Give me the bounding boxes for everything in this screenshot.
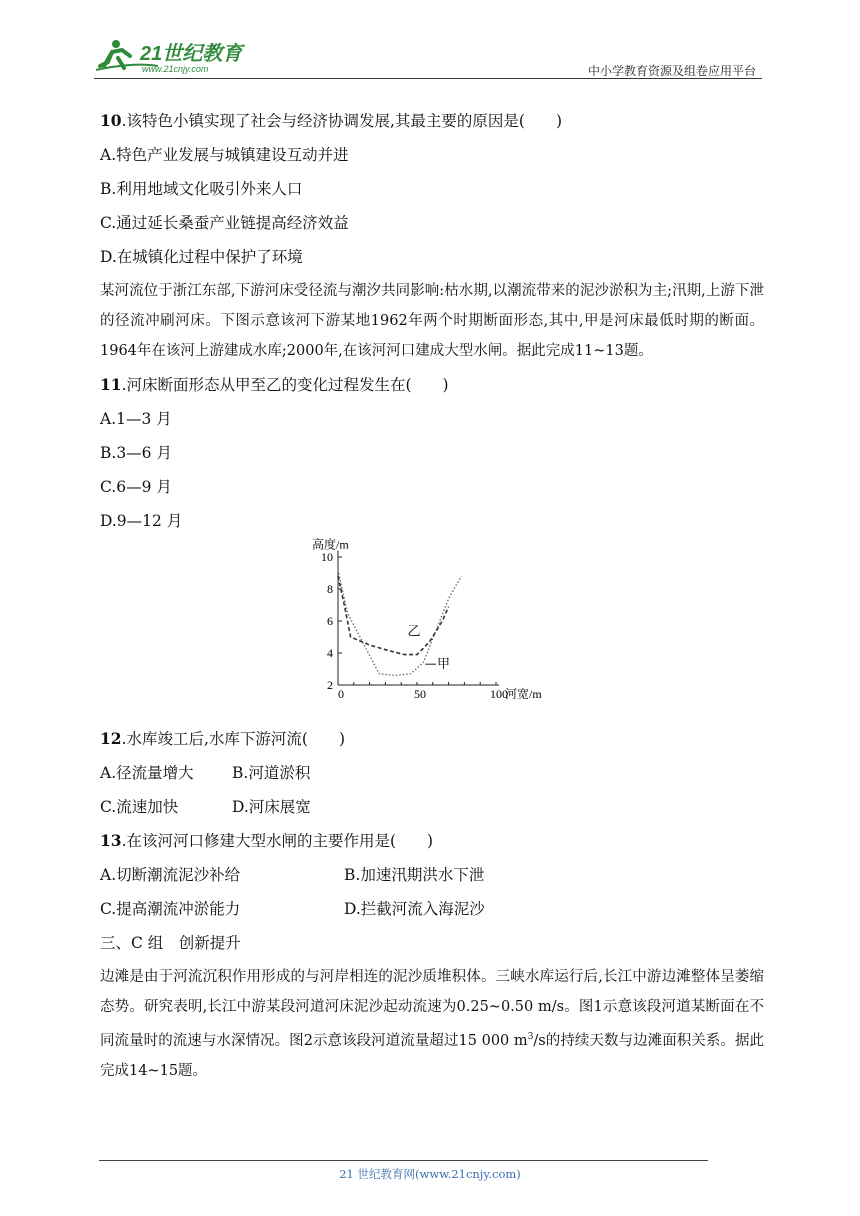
q12-option-c: C.流速加快 [100,798,179,816]
page-content [100,104,764,1088]
y-axis-label: 高度/m [312,538,349,552]
question-10-stem: 10.该特色小镇实现了社会与经济协调发展,其最主要的原因是( ) [100,111,563,130]
q12-options-row-2 [100,790,764,824]
question-12-stem: 12.水库竣工后,水库下游河流( ) [100,729,346,748]
footer-rule [99,1160,708,1161]
passage-river: 某河流位于浙江东部,下游河床受径流与潮汐共同影响:枯水期,以潮流带来的泥沙淤积为主;汛期,上游下泄的径流冲刷河床。下图示意该河下游某地1962年两个时期断面形态,其中,甲是河床最低时期的断面。1964年在该河上游建成水库;2000年,在该河河口建成大型水闸。据此完成11~13题。 [100,283,764,359]
y-tick-label: 4 [327,646,333,660]
x-tick-label: 0 [338,687,344,701]
header-rule [94,78,762,79]
q13-option-a: A.切断潮流泥沙补给 [100,866,241,884]
svg-text:www.21cnjy.com: www.21cnjy.com [142,64,209,74]
header-right-text: 中小学教育资源及组卷应用平台 [587,64,756,78]
question-number: 12 [100,729,122,748]
q10-option-c: C.通过延长桑蚕产业链提高经济效益 [100,214,349,232]
series-label-jia: 甲 [436,656,450,672]
q12-option-d: D.河床展宽 [232,798,311,816]
q11-option-d: D.9—12 月 [100,512,183,530]
y-tick-label: 10 [321,550,333,564]
page-header [94,36,762,80]
passage-beach: 边滩是由于河流沉积作用形成的与河岸相连的泥沙质堆积体。三峡水库运行后,长江中游边滩整体呈萎缩态势。研究表明,长江中游某段河道河床泥沙起动流速为0.25~0.50 m/s。图1示意该段河道某断面在不同流量时的流速与水深情况。图2示意该段河道流量超过15 000 $m^3/s$的持续天数与边滩面积关系。据此完成14~15题。 [100,969,765,1079]
question-number: 13 [100,831,122,850]
superscript: 3 [527,1032,534,1042]
q11-option-c: C.6—9 月 [100,478,172,496]
page-footer: 21 世纪教育网(www.21cnjy.com) [339,1167,521,1181]
q10-option-b: B.利用地域文化吸引外来人口 [100,180,303,198]
question-13-stem: 13.在该河河口修建大型水闸的主要作用是( ) [100,831,434,850]
question-number: 11 [100,375,122,394]
q13-options-row-1 [100,858,764,892]
q13-option-d: D.拦截河流入海泥沙 [344,900,485,918]
q13-option-c: C.提高潮流冲淤能力 [100,900,241,918]
site-logo [94,36,264,76]
cross-section-chart [306,538,566,718]
q12-option-a: A.径流量增大 [100,764,194,782]
y-tick-label: 6 [327,614,333,628]
series-line-乙 [338,576,449,654]
q12-options-row-1 [100,756,764,790]
y-tick-label: 2 [327,678,333,692]
q10-option-d: D.在城镇化过程中保护了环境 [100,248,303,266]
x-tick-label: 50 [414,687,426,701]
question-11-stem: 11.河床断面形态从甲至乙的变化过程发生在( ) [100,375,449,394]
section-title: 三、C 组 创新提升 [100,934,241,952]
q12-option-b: B.河道淤积 [232,764,311,782]
q11-option-a: A.1—3 月 [100,410,172,428]
q13-options-row-2 [100,892,764,926]
q11-option-b: B.3—6 月 [100,444,172,462]
y-tick-label: 8 [327,582,333,596]
q13-option-b: B.加速汛期洪水下泄 [344,866,485,884]
q10-option-a: A.特色产业发展与城镇建设互动并进 [100,146,349,164]
river-cross-section-figure [100,538,764,722]
x-tick-label: 100 [490,687,508,701]
question-number: 10 [100,111,122,130]
svg-text:21世纪教育: 21世纪教育 [140,43,243,65]
series-label-yi: 乙 [407,623,421,639]
x-axis-label: 河宽/m [505,687,542,701]
